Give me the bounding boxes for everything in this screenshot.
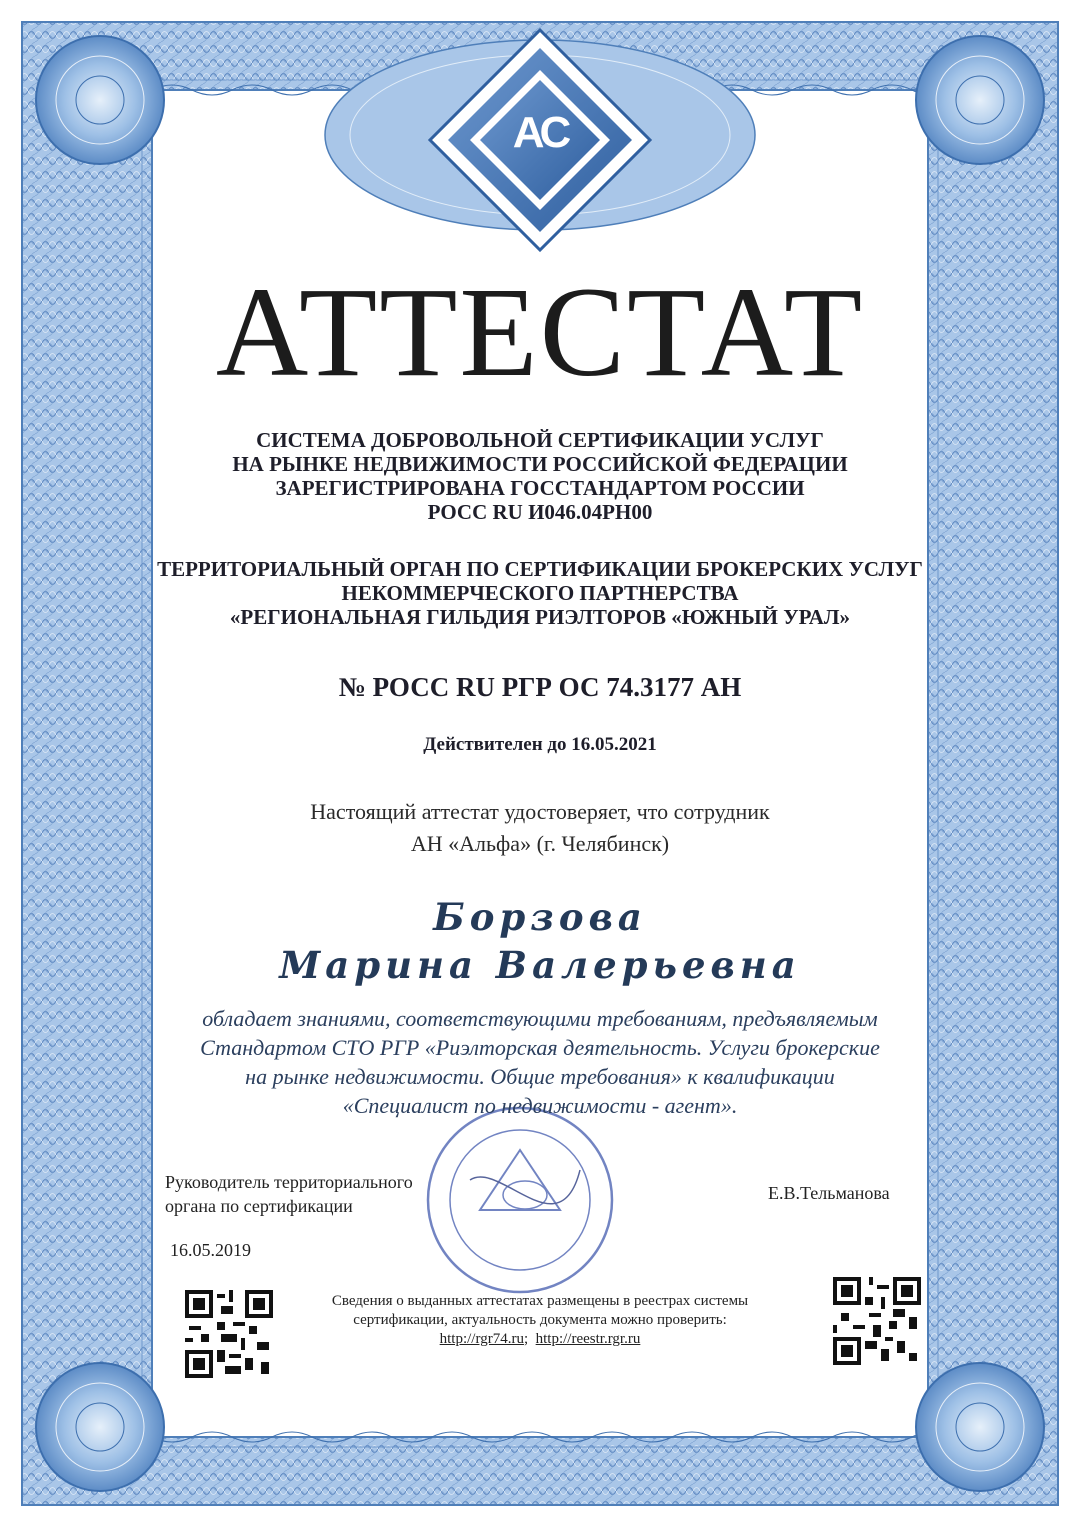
system-line: РОСС RU И046.04РН00 [427,500,653,524]
head-title-line: органа по сертификации [165,1196,353,1216]
certifies-line: Настоящий аттестат удостоверяет, что сотрудник [310,799,770,824]
qualification-line: Стандартом СТО РГР «Риэлторская деятельность. Услуги брокерские [200,1035,880,1060]
system-line: СИСТЕМА ДОБРОВОЛЬНОЙ СЕРТИФИКАЦИИ УСЛУГ [256,428,824,452]
rgr74-link[interactable]: http://rgr74.ru [439,1331,524,1347]
qualification-line: на рынке недвижимости. Общие требования» к квалификации [245,1064,835,1089]
certification-system-block [0,428,1080,524]
organ-line: «РЕГИОНАЛЬНАЯ ГИЛЬДИЯ РИЭЛТОРОВ «ЮЖНЫЙ УРАЛ» [229,605,851,629]
certifies-block [0,796,1080,860]
link-separator: ; [523,1331,536,1347]
holder-name [0,893,1080,989]
logo-letters: АС [512,108,568,157]
registry-links [0,1330,1080,1349]
registry-line: Сведения о выданных аттестатах размещены в реестрах системы [331,1293,749,1309]
signer-name: Е.В.Тельманова [768,1183,890,1203]
registry-note [0,1292,1080,1349]
guild-stamp [428,1108,612,1292]
system-line: ЗАРЕГИСТРИРОВАНА ГОССТАНДАРТОМ РОССИИ [275,476,805,500]
employer-line: АН «Альфа» (г. Челябинск) [410,831,670,856]
corner-rosette-tl [36,36,164,164]
holder-given-names: Марина Валерьевна [279,943,801,987]
organ-line: ТЕРРИТОРИАЛЬНЫЙ ОРГАН ПО СЕРТИФИКАЦИИ БРОКЕРСКИХ УСЛУГ [157,557,923,581]
reestr-link[interactable]: http://reestr.rgr.ru [535,1331,641,1347]
corner-rosette-bl [36,1363,164,1491]
page-title: АТТЕСТАТ [215,261,865,403]
qualification-statement [0,1004,1080,1120]
holder-surname: Борзова [433,895,647,939]
valid-until: Действителен до 16.05.2021 [423,734,657,755]
head-title [165,1170,413,1218]
certification-organ-block [0,557,1080,629]
head-title-line: Руководитель территориального [165,1172,413,1192]
certificate-number: № РОСС RU РГР ОС 74.3177 АН [338,672,742,702]
qualification-line: обладает знаниями, соответствующими требованиям, предъявляемым [202,1006,878,1031]
corner-rosette-tr [916,36,1044,164]
registry-line: сертификации, актуальность документа можно проверить: [353,1312,727,1328]
corner-rosette-br [916,1363,1044,1491]
issue-date: 16.05.2019 [170,1240,251,1260]
system-line: НА РЫНКЕ НЕДВИЖИМОСТИ РОССИЙСКОЙ ФЕДЕРАЦИИ [232,452,848,476]
qualification-line: «Специалист по недвижимости - агент». [342,1093,738,1118]
organ-line: НЕКОММЕРЧЕСКОГО ПАРТНЕРСТВА [341,581,739,605]
